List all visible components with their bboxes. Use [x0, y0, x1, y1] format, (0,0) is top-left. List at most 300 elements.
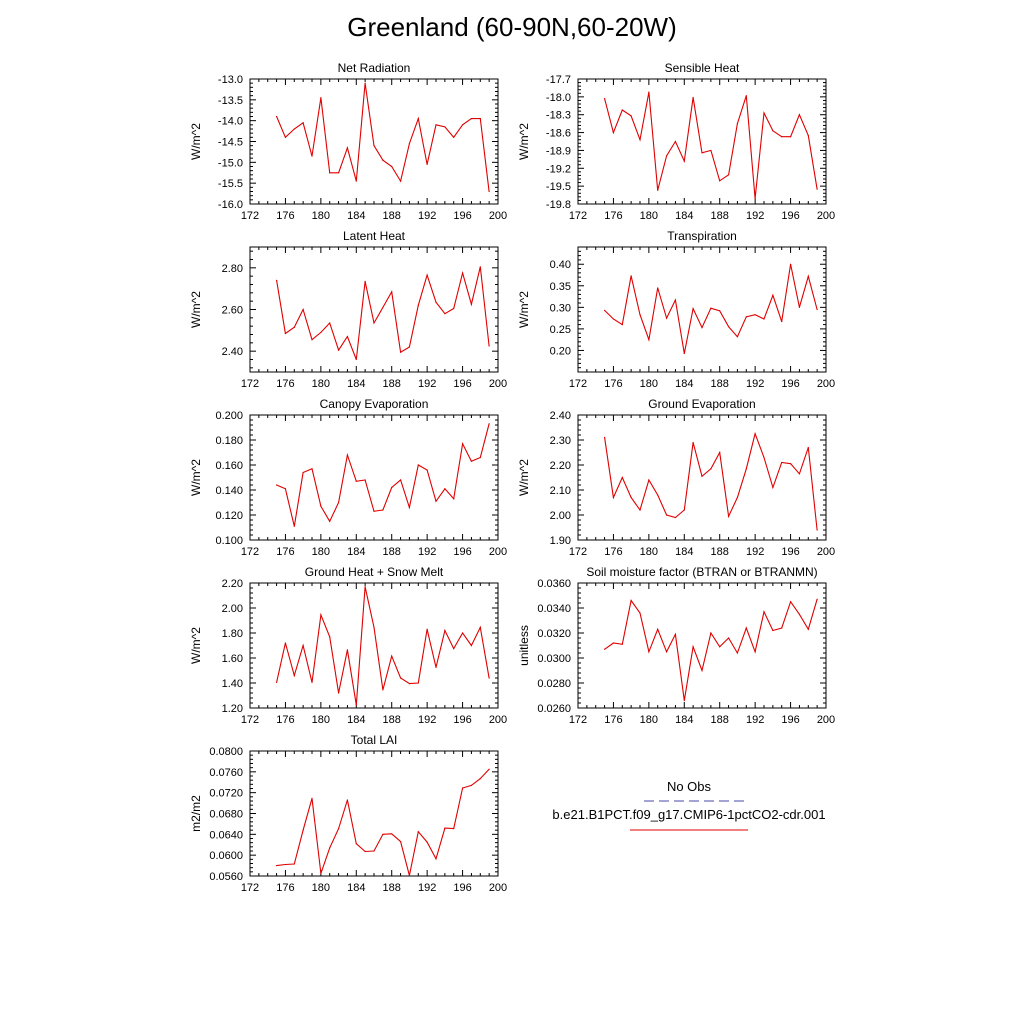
data-point	[427, 469, 428, 470]
x-tick-label: 188	[382, 546, 401, 558]
series-line	[277, 587, 490, 705]
chart-panel-9	[189, 733, 507, 894]
data-point	[622, 324, 623, 325]
y-tick-label: -18.3	[545, 109, 571, 122]
y-axis-label: W/m^2	[189, 627, 203, 664]
data-point	[373, 627, 374, 628]
data-point	[675, 141, 676, 142]
data-point	[737, 336, 738, 337]
data-point	[285, 488, 286, 489]
y-axis-label: W/m^2	[517, 459, 531, 496]
x-tick-label: 180	[639, 546, 659, 558]
y-tick-label: 2.00	[221, 603, 243, 615]
data-point	[489, 677, 490, 678]
x-tick-label: 176	[604, 210, 623, 222]
series-line	[605, 264, 818, 353]
x-tick-label: 176	[276, 210, 295, 222]
y-tick-label: 0.0640	[209, 829, 243, 842]
data-point	[648, 479, 649, 480]
y-tick-label: 1.90	[549, 535, 571, 547]
x-tick-label: 200	[488, 210, 508, 222]
y-tick-label: 2.00	[549, 510, 571, 522]
data-point	[817, 529, 818, 530]
x-tick-label: 184	[675, 546, 694, 558]
chart-panel-7	[189, 565, 507, 726]
data-point	[604, 437, 605, 438]
x-tick-label: 200	[488, 546, 508, 558]
series-line	[605, 599, 818, 700]
data-point	[719, 646, 720, 647]
chart-title: Ground Heat + Snow Melt	[304, 565, 444, 579]
data-point	[320, 614, 321, 615]
data-point	[710, 308, 711, 309]
data-point	[719, 452, 720, 453]
data-point	[435, 501, 436, 502]
data-point	[435, 667, 436, 668]
plot-frame	[578, 79, 826, 204]
data-point	[728, 637, 729, 638]
data-point	[657, 190, 658, 191]
data-point	[382, 689, 383, 690]
data-point	[639, 612, 640, 613]
data-point	[311, 339, 312, 340]
y-tick-label: 0.0300	[537, 653, 571, 665]
data-point	[409, 507, 410, 508]
data-point	[365, 851, 366, 852]
data-point	[365, 281, 366, 282]
data-point	[311, 798, 312, 799]
x-tick-label: 196	[781, 210, 800, 222]
data-point	[666, 155, 667, 156]
data-point	[303, 830, 304, 831]
x-tick-label: 176	[276, 546, 295, 558]
y-tick-label: 0.30	[549, 302, 571, 315]
x-tick-label: 188	[710, 714, 729, 726]
data-point	[790, 601, 791, 602]
data-point	[294, 327, 295, 328]
x-tick-label: 192	[417, 714, 437, 726]
data-point	[728, 516, 729, 517]
chart-panel-8	[517, 565, 835, 726]
data-point	[382, 834, 383, 835]
data-point	[657, 494, 658, 495]
data-point	[675, 634, 676, 635]
data-point	[817, 309, 818, 310]
x-tick-label: 176	[276, 714, 295, 726]
y-tick-label: -18.9	[545, 145, 571, 158]
x-tick-label: 188	[710, 210, 729, 222]
data-point	[604, 649, 605, 650]
data-point	[701, 327, 702, 328]
y-tick-label: 0.40	[549, 259, 571, 272]
x-tick-label: 180	[639, 714, 659, 726]
x-tick-label: 172	[568, 210, 588, 222]
series-line	[277, 83, 490, 191]
data-point	[639, 509, 640, 510]
x-tick-label: 188	[382, 210, 401, 222]
data-point	[462, 787, 463, 788]
data-point	[613, 642, 614, 643]
data-point	[409, 346, 410, 347]
data-point	[338, 350, 339, 351]
data-point	[427, 275, 428, 276]
data-point	[613, 497, 614, 498]
data-point	[373, 145, 374, 146]
data-point	[409, 143, 410, 144]
data-point	[746, 627, 747, 628]
data-point	[763, 611, 764, 612]
data-point	[303, 122, 304, 123]
data-point	[462, 124, 463, 125]
data-point	[329, 322, 330, 323]
data-point	[444, 313, 445, 314]
x-tick-label: 180	[311, 714, 331, 726]
x-tick-label: 184	[347, 546, 366, 558]
data-point	[613, 318, 614, 319]
y-tick-label: 0.0760	[209, 766, 243, 779]
y-tick-label: -18.0	[545, 91, 571, 104]
chart-title: Ground Evaporation	[648, 397, 756, 411]
x-tick-label: 176	[276, 882, 295, 894]
data-point	[329, 847, 330, 848]
data-point	[435, 858, 436, 859]
plot-frame	[250, 247, 498, 372]
y-tick-label: 2.40	[221, 346, 243, 359]
chart-panel-5	[189, 397, 507, 558]
chart-title: Latent Heat	[342, 229, 406, 243]
data-point	[427, 164, 428, 165]
data-point	[365, 586, 366, 587]
x-tick-label: 196	[453, 210, 472, 222]
chart-panel-1	[189, 61, 507, 222]
x-tick-label: 196	[781, 378, 800, 390]
data-point	[666, 514, 667, 515]
data-point	[400, 180, 401, 181]
data-point	[666, 318, 667, 319]
data-point	[409, 875, 410, 876]
data-point	[684, 700, 685, 701]
y-tick-label: 2.20	[549, 460, 571, 472]
data-point	[320, 873, 321, 874]
y-tick-label: -16.0	[217, 199, 243, 211]
data-point	[728, 174, 729, 175]
legend-label-model-run: b.e21.B1PCT.f09_g17.CMIP6-1pctCO2-cdr.001	[552, 807, 826, 822]
x-tick-label: 192	[417, 378, 437, 390]
chart-panel-2	[517, 61, 835, 222]
data-point	[471, 118, 472, 119]
data-point	[453, 828, 454, 829]
data-point	[311, 682, 312, 683]
x-tick-label: 172	[568, 546, 588, 558]
chart-title: Transpiration	[667, 229, 737, 243]
x-tick-label: 200	[816, 378, 836, 390]
data-point	[631, 497, 632, 498]
data-point	[365, 83, 366, 84]
data-point	[790, 136, 791, 137]
y-tick-label: 0.0800	[209, 746, 243, 758]
data-point	[737, 652, 738, 653]
data-point	[356, 481, 357, 482]
data-point	[338, 502, 339, 503]
data-point	[684, 509, 685, 510]
chart-title: Canopy Evaporation	[319, 397, 429, 411]
x-tick-label: 192	[417, 210, 437, 222]
data-point	[746, 95, 747, 96]
x-tick-label: 184	[347, 378, 366, 390]
data-point	[781, 462, 782, 463]
data-point	[409, 683, 410, 684]
y-tick-label: 0.160	[215, 460, 243, 472]
data-point	[489, 423, 490, 424]
plot-frame	[578, 247, 826, 372]
data-point	[471, 461, 472, 462]
data-point	[320, 97, 321, 98]
y-tick-label: 2.10	[549, 485, 571, 497]
x-tick-label: 184	[347, 210, 366, 222]
data-point	[435, 302, 436, 303]
data-point	[799, 473, 800, 474]
data-point	[285, 864, 286, 865]
data-point	[693, 97, 694, 98]
plot-frame	[250, 751, 498, 876]
data-point	[418, 118, 419, 119]
data-point	[418, 464, 419, 465]
x-tick-label: 180	[639, 378, 659, 390]
data-point	[276, 865, 277, 866]
data-point	[391, 291, 392, 292]
data-point	[418, 831, 419, 832]
data-point	[391, 487, 392, 488]
y-tick-label: -14.5	[217, 136, 243, 149]
y-axis-label: W/m^2	[517, 123, 531, 160]
data-point	[453, 648, 454, 649]
y-tick-label: -15.0	[217, 157, 243, 170]
data-point	[480, 457, 481, 458]
data-point	[338, 692, 339, 693]
data-point	[808, 135, 809, 136]
y-tick-label: 0.140	[215, 485, 243, 497]
data-point	[710, 632, 711, 633]
data-point	[622, 644, 623, 645]
chart-panel-6	[517, 397, 835, 558]
data-point	[781, 627, 782, 628]
data-point	[613, 132, 614, 133]
plot-frame	[578, 415, 826, 540]
data-point	[719, 310, 720, 311]
data-point	[666, 651, 667, 652]
data-point	[763, 318, 764, 319]
data-point	[772, 630, 773, 631]
data-point	[356, 359, 357, 360]
y-tick-label: 0.0600	[209, 850, 243, 863]
data-point	[480, 118, 481, 119]
y-axis-label: unitless	[517, 625, 531, 666]
series-line	[605, 92, 818, 199]
data-point	[444, 126, 445, 127]
data-point	[746, 316, 747, 317]
data-point	[772, 130, 773, 131]
data-point	[701, 670, 702, 671]
data-point	[710, 468, 711, 469]
data-point	[799, 614, 800, 615]
y-axis-label: W/m^2	[517, 291, 531, 328]
data-point	[418, 305, 419, 306]
x-tick-label: 200	[816, 546, 836, 558]
data-point	[285, 642, 286, 643]
data-point	[790, 463, 791, 464]
data-point	[763, 457, 764, 458]
data-point	[737, 497, 738, 498]
x-tick-label: 172	[568, 714, 588, 726]
data-point	[400, 677, 401, 678]
chart-title: Total LAI	[350, 733, 398, 747]
data-point	[701, 476, 702, 477]
y-tick-label: 0.0560	[209, 871, 243, 883]
x-tick-label: 188	[382, 378, 401, 390]
data-point	[480, 778, 481, 779]
x-tick-label: 188	[382, 714, 401, 726]
x-tick-label: 172	[568, 378, 588, 390]
data-point	[781, 321, 782, 322]
y-tick-label: 0.100	[215, 535, 243, 547]
data-point	[604, 310, 605, 311]
data-point	[453, 137, 454, 138]
y-tick-label: 0.20	[549, 345, 571, 358]
x-tick-label: 192	[417, 546, 437, 558]
y-tick-label: -19.5	[545, 181, 571, 194]
data-point	[400, 841, 401, 842]
data-point	[382, 307, 383, 308]
series-line	[277, 267, 490, 360]
data-point	[693, 646, 694, 647]
y-axis-label: W/m^2	[189, 291, 203, 328]
data-point	[391, 656, 392, 657]
data-point	[622, 109, 623, 110]
chart-panel-3	[189, 229, 507, 390]
x-tick-label: 172	[240, 210, 260, 222]
data-point	[320, 506, 321, 507]
x-tick-label: 184	[675, 378, 694, 390]
y-axis-label: W/m^2	[189, 123, 203, 160]
data-point	[755, 651, 756, 652]
data-point	[631, 600, 632, 601]
data-point	[657, 287, 658, 288]
data-point	[781, 136, 782, 137]
data-point	[772, 295, 773, 296]
data-point	[329, 172, 330, 173]
plot-frame	[250, 79, 498, 204]
data-point	[276, 280, 277, 281]
x-tick-label: 200	[488, 882, 508, 894]
y-tick-label: -18.6	[545, 127, 571, 140]
data-point	[435, 124, 436, 125]
data-point	[684, 353, 685, 354]
y-tick-label: 2.40	[549, 410, 571, 422]
y-tick-label: 2.30	[549, 435, 571, 447]
x-tick-label: 196	[781, 546, 800, 558]
x-tick-label: 192	[745, 546, 765, 558]
y-tick-label: 2.80	[221, 262, 243, 275]
data-point	[400, 352, 401, 353]
data-point	[728, 326, 729, 327]
x-tick-label: 176	[604, 378, 623, 390]
data-point	[648, 339, 649, 340]
chart-title: Net Radiation	[337, 61, 411, 75]
data-point	[311, 468, 312, 469]
x-tick-label: 184	[675, 714, 694, 726]
data-point	[808, 276, 809, 277]
data-point	[347, 147, 348, 148]
y-tick-label: 0.200	[215, 410, 243, 422]
y-tick-label: 1.40	[221, 678, 243, 690]
y-tick-label: 2.60	[221, 304, 243, 317]
x-tick-label: 192	[745, 378, 765, 390]
data-point	[444, 827, 445, 828]
data-point	[294, 128, 295, 129]
data-point	[347, 454, 348, 455]
data-point	[382, 509, 383, 510]
y-axis-label: m2/m2	[189, 795, 203, 832]
data-point	[453, 498, 454, 499]
y-tick-label: 1.80	[221, 628, 243, 640]
data-point	[808, 629, 809, 630]
series-line	[277, 769, 490, 875]
x-tick-label: 172	[240, 378, 260, 390]
data-point	[657, 629, 658, 630]
y-tick-label: -19.2	[545, 163, 571, 176]
x-tick-label: 184	[347, 882, 366, 894]
data-point	[276, 116, 277, 117]
data-point	[772, 487, 773, 488]
y-tick-label: 0.0280	[537, 678, 571, 690]
plot-frame	[250, 415, 498, 540]
y-tick-label: 0.0340	[537, 603, 571, 615]
y-tick-label: 0.0720	[209, 787, 243, 800]
page-title: Greenland (60-90N,60-20W)	[347, 12, 677, 42]
data-point	[648, 91, 649, 92]
data-point	[373, 850, 374, 851]
y-tick-label: 0.0360	[537, 578, 571, 590]
data-point	[480, 266, 481, 267]
data-point	[329, 636, 330, 637]
legend-label-no-obs: No Obs	[666, 779, 712, 794]
data-point	[693, 442, 694, 443]
y-tick-label: -15.5	[217, 178, 243, 191]
y-tick-label: -13.0	[217, 74, 243, 86]
x-tick-label: 172	[240, 546, 260, 558]
data-point	[763, 112, 764, 113]
data-point	[356, 843, 357, 844]
data-point	[373, 322, 374, 323]
y-tick-label: 0.120	[215, 510, 243, 522]
data-point	[427, 629, 428, 630]
data-point	[311, 155, 312, 156]
data-point	[489, 345, 490, 346]
data-point	[471, 304, 472, 305]
y-tick-label: 0.0320	[537, 628, 571, 640]
x-tick-label: 180	[311, 378, 331, 390]
data-point	[453, 308, 454, 309]
data-point	[808, 447, 809, 448]
series-line	[277, 424, 490, 527]
data-point	[755, 198, 756, 199]
data-point	[684, 161, 685, 162]
data-point	[427, 842, 428, 843]
data-point	[285, 333, 286, 334]
data-point	[462, 443, 463, 444]
x-tick-label: 176	[604, 714, 623, 726]
data-point	[294, 863, 295, 864]
